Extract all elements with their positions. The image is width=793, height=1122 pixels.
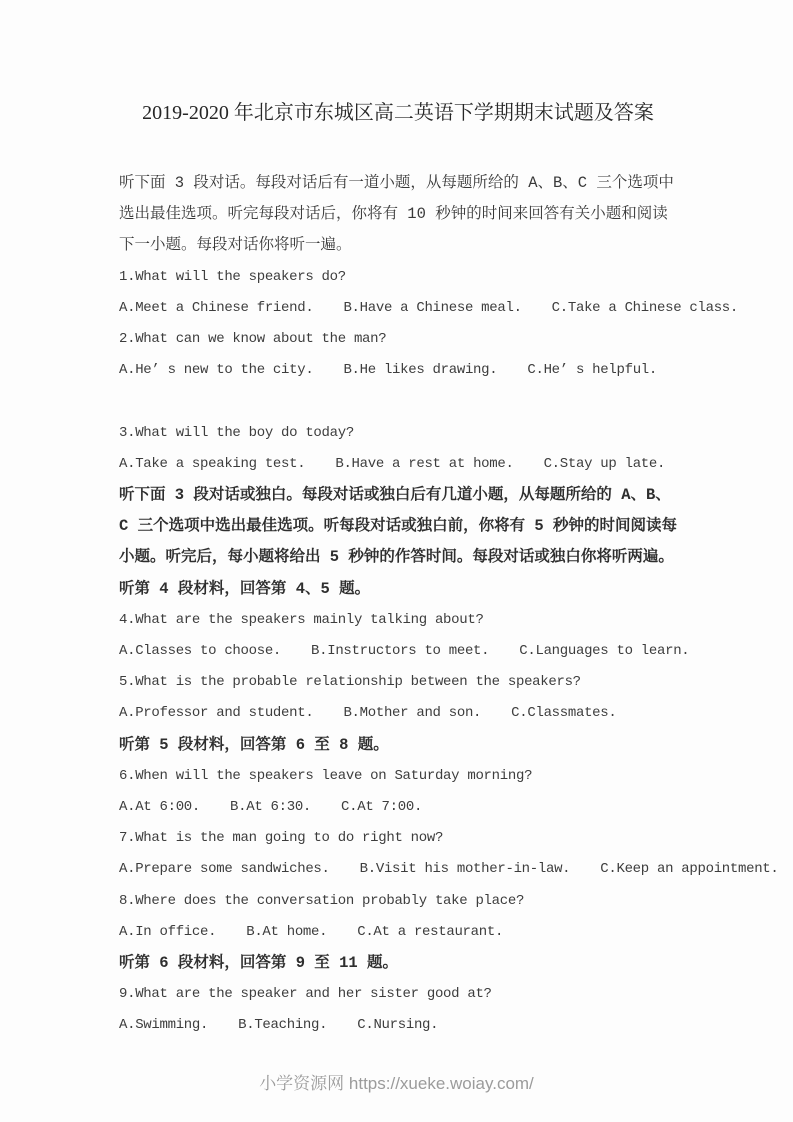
question-4-option-b: B.Instructors to meet. — [311, 643, 490, 660]
question-6-option-c: C.At 7:00. — [341, 799, 423, 816]
question-2 — [119, 324, 677, 386]
question-3-option-b: B.Have a rest at home. — [335, 455, 514, 472]
question-6-options — [119, 792, 677, 823]
question-5 — [119, 667, 677, 729]
watermark-text: 小学资源网 https://xueke.woiay.com/ — [259, 1074, 534, 1093]
question-7-options — [119, 854, 779, 885]
question-7-stem: 7.What is the man going to do right now? — [119, 830, 444, 847]
question-8-option-a: A.In office. — [119, 923, 217, 940]
question-1-option-a: A.Meet a Chinese friend. — [119, 299, 314, 316]
question-9-option-a: A.Swimming. — [119, 1017, 209, 1034]
material-header-5: 听第 5 段材料，回答第 6 至 8 题。 — [119, 735, 389, 754]
question-5-option-a: A.Professor and student. — [119, 705, 314, 722]
question-2-options — [119, 355, 677, 386]
question-1-options — [119, 293, 739, 324]
question-6-option-a: A.At 6:00. — [119, 799, 201, 816]
question-9-option-c: C.Nursing. — [357, 1017, 439, 1034]
question-2-stem: 2.What can we know about the man? — [119, 331, 387, 348]
question-2-option-a: A.He’ s new to the city. — [119, 362, 314, 379]
question-4-option-c: C.Languages to learn. — [519, 643, 690, 660]
question-4 — [119, 605, 690, 667]
question-1 — [119, 262, 739, 324]
question-5-option-c: C.Classmates. — [511, 705, 617, 722]
question-2-option-c: C.He’ s helpful. — [527, 362, 657, 379]
question-9-stem: 9.What are the speaker and her sister good at? — [119, 986, 492, 1003]
question-5-option-b: B.Mother and son. — [343, 705, 482, 722]
question-8-stem: 8.Where does the conversation probably take place? — [119, 892, 525, 909]
question-5-options — [119, 698, 677, 729]
question-6-option-b: B.At 6:30. — [230, 799, 312, 816]
question-3-stem: 3.What will the boy do today? — [119, 424, 354, 441]
section1-instructions: 听下面 3 段对话。每段对话后有一道小题，从每题所给的 A、B、C 三个选项中选出最佳选项。听完每段对话后，你将有 10 秒钟的时间来回答有关小题和阅读下一小题。每段对话你将听一遍。 — [119, 174, 674, 255]
material-header-4: 听第 4 段材料，回答第 4、5 题。 — [119, 579, 371, 598]
question-3-options — [119, 449, 677, 480]
question-8-option-b: B.At home. — [246, 923, 328, 940]
question-9-option-b: B.Teaching. — [238, 1017, 328, 1034]
document-content — [119, 0, 779, 1042]
section2-instructions: 听下面 3 段对话或独白。每段对话或独白后有几道小题，从每题所给的 A、B、C 三个选项中选出最佳选项。听每段对话或独白前，你将有 5 秒钟的时间阅读每小题。听完后，每小题将给出 5 秒钟的作答时间。每段对话或独白你将听两遍。 — [119, 486, 678, 567]
question-1-option-c: C.Take a Chinese class. — [551, 299, 739, 316]
question-9-options — [119, 1010, 677, 1041]
question-4-stem: 4.What are the speakers mainly talking about? — [119, 611, 484, 628]
question-1-option-b: B.Have a Chinese meal. — [343, 299, 522, 316]
question-8-option-c: C.At a restaurant. — [357, 923, 504, 940]
question-3-option-a: A.Take a speaking test. — [119, 455, 306, 472]
question-7-option-b: B.Visit his mother-in-law. — [359, 861, 571, 878]
material-header-6: 听第 6 段材料，回答第 9 至 11 题。 — [119, 954, 399, 973]
question-8 — [119, 886, 677, 948]
question-8-options — [119, 917, 677, 948]
question-6-stem: 6.When will the speakers leave on Saturday morning? — [119, 767, 533, 784]
question-6 — [119, 761, 677, 823]
page-title: 2019-2020 年北京市东城区高二英语下学期期末试题及答案 — [142, 102, 654, 124]
question-7 — [119, 823, 779, 885]
question-2-option-b: B.He likes drawing. — [343, 362, 498, 379]
watermark-footer — [0, 1069, 793, 1094]
question-7-option-c: C.Keep an appointment. — [600, 861, 779, 878]
question-1-stem: 1.What will the speakers do? — [119, 268, 346, 285]
question-7-option-a: A.Prepare some sandwiches. — [119, 861, 330, 878]
question-4-option-a: A.Classes to choose. — [119, 643, 282, 660]
question-9 — [119, 979, 677, 1041]
question-5-stem: 5.What is the probable relationship between the speakers? — [119, 674, 581, 691]
question-4-options — [119, 636, 690, 667]
question-3 — [119, 418, 677, 480]
question-3-option-c: C.Stay up late. — [543, 455, 666, 472]
